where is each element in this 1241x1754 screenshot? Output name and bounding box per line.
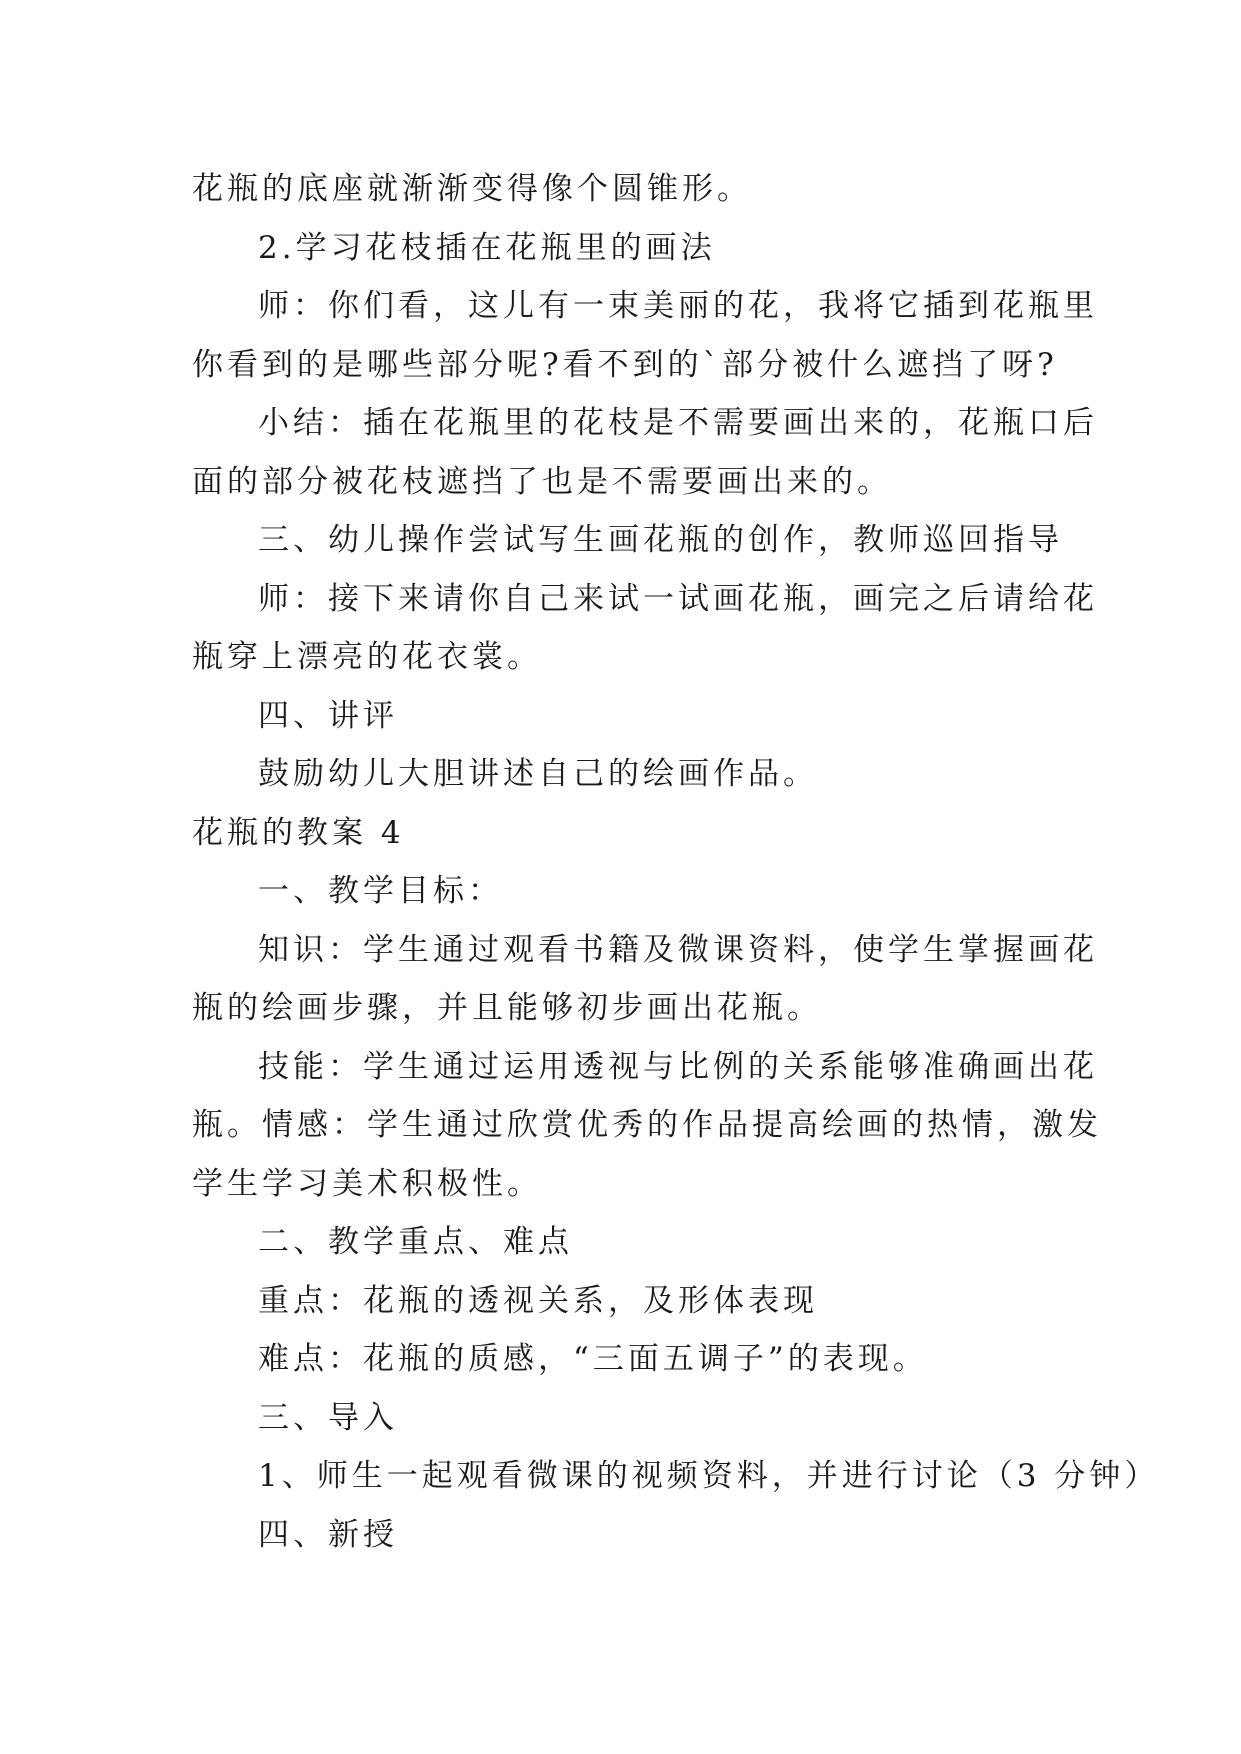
text-line: 难点：花瓶的质感，“三面五调子”的表现。 — [258, 1341, 928, 1377]
text-line: 技能：学生通过运用透视与比例的关系能够准确画出花 — [258, 1048, 1098, 1085]
section-heading: 三、导入 — [258, 1399, 398, 1436]
text-line: 瓶的绘画步骤，并且能够初步画出花瓶。 — [192, 990, 822, 1026]
text-line: 面的部分被花枝遮挡了也是不需要画出来的。 — [192, 463, 892, 500]
text-line: 你看到的是哪些部分呢?看不到的`部分被什么遮挡了呀? — [192, 346, 1058, 383]
section-heading: 四、讲评 — [258, 697, 398, 734]
section-heading: 四、新授 — [258, 1516, 398, 1553]
text-line: 瓶。情感：学生通过欣赏优秀的作品提高绘画的热情，激发 — [192, 1107, 1102, 1143]
text-line: 重点：花瓶的透视关系，及形体表现 — [258, 1282, 818, 1319]
text-line: 小结：插在花瓶里的花枝是不需要画出来的，花瓶口后 — [258, 405, 1098, 441]
text-line: 鼓励幼儿大胆讲述自己的绘画作品。 — [258, 756, 818, 792]
section-heading: 二、教学重点、难点 — [258, 1224, 573, 1260]
text-line: 2.学习花枝插在花瓶里的画法 — [258, 229, 716, 266]
text-line: 花瓶的底座就渐渐变得像个圆锥形。 — [192, 171, 752, 207]
document-body — [192, 160, 1160, 1564]
text-line: 三、幼儿操作尝试写生画花瓶的创作，教师巡回指导 — [258, 522, 1063, 558]
lesson-title: 花瓶的教案 4 — [192, 814, 405, 851]
text-line: 师：接下来请你自己来试一试画花瓶，画完之后请给花 — [258, 580, 1098, 617]
section-heading: 一、教学目标： — [258, 873, 503, 909]
text-line: 1、师生一起观看微课的视频资料，并进行讨论（3 分钟） — [258, 1458, 1160, 1494]
text-line: 瓶穿上漂亮的花衣裳。 — [192, 639, 542, 675]
text-line: 知识：学生通过观看书籍及微课资料，使学生掌握画花 — [258, 931, 1098, 968]
text-line: 师：你们看，这儿有一束美丽的花，我将它插到花瓶里 — [258, 288, 1098, 324]
text-line: 学生学习美术积极性。 — [192, 1165, 542, 1202]
